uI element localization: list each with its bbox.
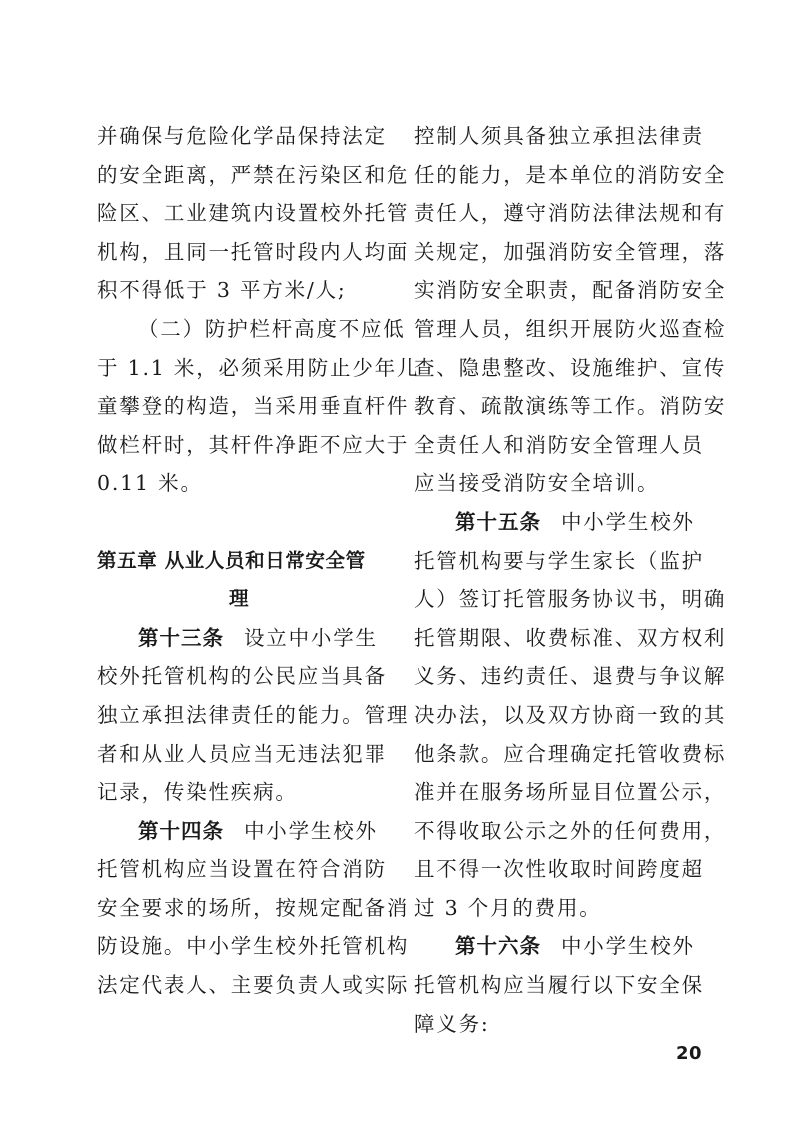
text-line: 险区、工业建筑内设置校外托管 [97,201,410,226]
article-14-first-line [97,812,381,851]
text-line: 教育、疏散演练等工作。消防安 [414,394,727,419]
article-label: 第十五条 [455,509,541,534]
text: 中小学生校外 [561,509,695,534]
text: 中小学生校外 [244,818,378,843]
spacer [97,503,381,542]
text-line: 者和从业人员应当无违法犯罪 [97,741,387,766]
text-line: 准并在服务场所显目位置公示， [414,780,727,805]
text-line: 的安全距离，严禁在污染区和危 [97,162,410,187]
text-line: 做栏杆时，其杆件净距不应大于 [97,432,410,457]
text-line: 且不得一次性收取时间跨度超 [414,857,704,882]
article-15-first-line [414,503,698,542]
article-label: 第十六条 [455,934,541,959]
text-line: 法定代表人、主要负责人或实际 [97,973,410,998]
text-line: 防设施。中小学生校外托管机构 [97,934,410,959]
page-number: 20 [676,1043,703,1064]
text-line: 实消防安全职责，配备消防安全 [414,278,727,303]
text-line: 独立承担法律责任的能力。管理 [97,702,410,727]
text-line: 不得收取公示之外的任何费用， [414,818,727,843]
chapter-title: 第五章 从业人员和日常安全管 [97,548,366,572]
chapter-title-continued: 理 [228,587,250,611]
text-line: 义务、违约责任、退费与争议解 [414,664,727,689]
text-line: 托管期限、收费标准、双方权利 [414,625,727,650]
text-line: 并确保与危险化学品保持法定 [97,124,387,148]
text-line: 托管机构应当设置在符合消防 [97,857,387,882]
text-line: 决办法，以及双方协商一致的其 [414,702,727,727]
text: 设立中小学生 [244,625,378,650]
text-line: 应当接受消防安全培训。 [414,471,660,496]
text-line: 全责任人和消防安全管理人员 [414,432,704,457]
article-label: 第十四条 [138,818,224,843]
text-line: 托管机构应当履行以下安全保 [414,973,704,998]
text-line: 人）签订托管服务协议书，明确 [414,587,727,612]
text-line: 障义务: [414,1011,490,1036]
text-line: （二）防护栏杆高度不应低 [138,316,406,341]
text-line: 于 1.1 米，必须采用防止少年儿 [97,355,420,380]
right-column [414,117,727,1043]
text-line: 积不得低于 3 平方米/人; [97,278,347,303]
article-label: 第十三条 [138,625,224,650]
text-line: 管理人员，组织开展防火巡查检 [414,316,727,341]
text-line: 过 3 个月的费用。 [414,895,602,920]
text-line: 责任人，遵守消防法律法规和有 [414,201,727,226]
text-line: 校外托管机构的公民应当具备 [97,664,387,689]
text-line: 0.11 米。 [97,471,203,496]
text-line: 童攀登的构造，当采用垂直杆件 [97,394,410,419]
text-line: 控制人须具备独立承担法律责 [414,124,704,148]
text-line: 关规定，加强消防安全管理，落 [414,239,727,264]
text-line: 任的能力，是本单位的消防安全 [414,162,727,187]
text-line: 安全要求的场所，按规定配备消 [97,895,410,920]
left-column [97,117,420,1005]
text-line: 查、隐患整改、设施维护、宣传 [414,355,727,380]
article-13-first-line [97,619,381,658]
article-16-first-line [414,927,698,966]
text-line: 他条款。应合理确定托管收费标 [414,741,727,766]
text-line: 机构，且同一托管时段内人均面 [97,239,410,264]
text-line: 托管机构要与学生家长（监护 [414,548,704,573]
text-line: 记录，传染性疾病。 [97,780,298,805]
text: 中小学生校外 [561,934,695,959]
